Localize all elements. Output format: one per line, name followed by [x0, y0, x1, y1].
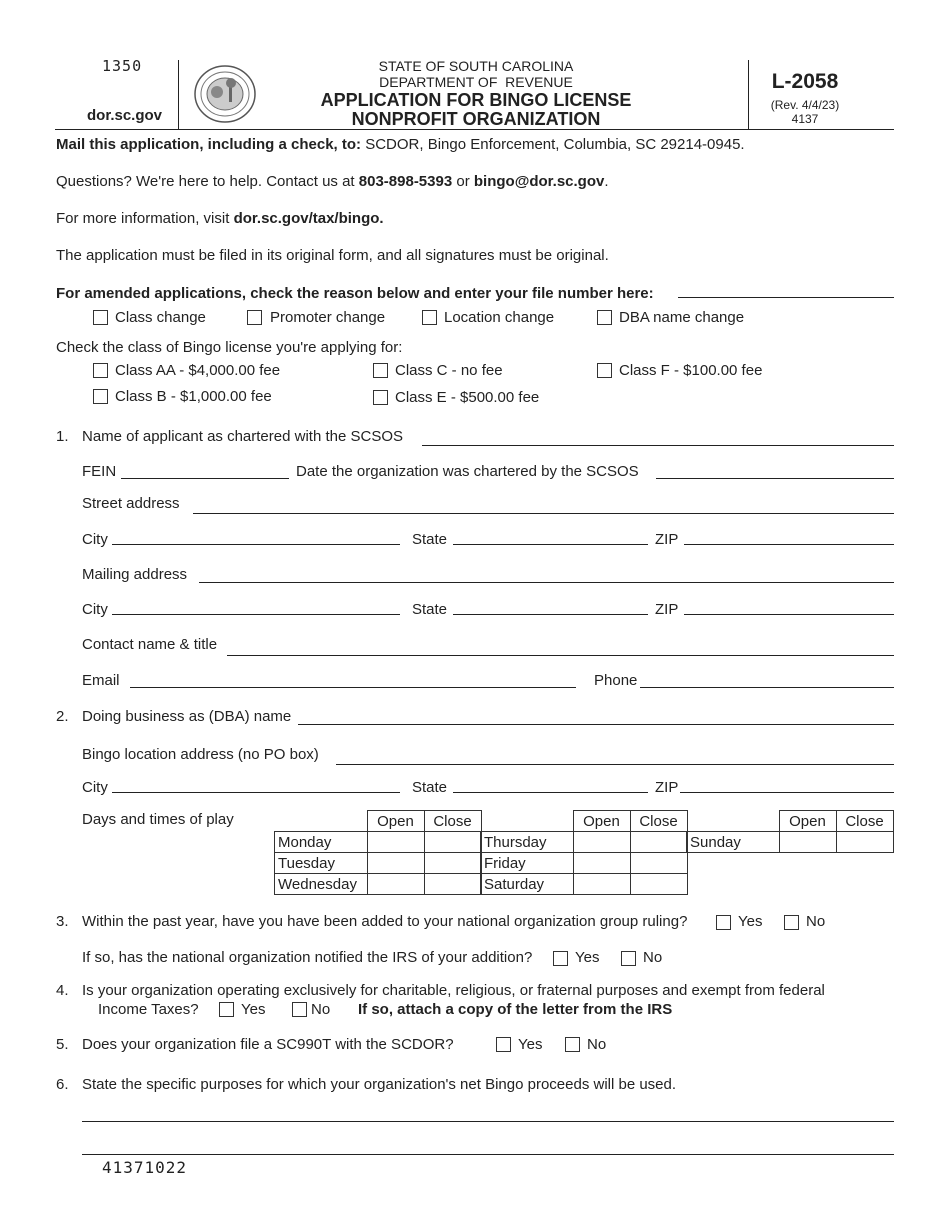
- exempt-question-line1: Is your organization operating exclusively for charitable, religious, or fraternal purposes and exempt from federal: [82, 982, 825, 999]
- location-city-field[interactable]: [112, 792, 400, 793]
- original-note: The application must be filed in its original form, and all signatures must be original.: [56, 247, 609, 264]
- section2-number: 2.: [56, 708, 69, 725]
- day-saturday: Saturday: [481, 874, 574, 895]
- phone-label: Phone: [594, 672, 638, 689]
- promoter-change-checkbox[interactable]: [247, 310, 262, 325]
- thursday-close-field[interactable]: [630, 832, 687, 853]
- day-friday: Friday: [481, 853, 574, 874]
- license-class-label: Check the class of Bingo license you're applying for:: [56, 339, 403, 356]
- class-e-label: Class E - $500.00 fee: [395, 389, 540, 406]
- email-field[interactable]: [130, 687, 576, 688]
- mailing-state-field[interactable]: [453, 614, 648, 615]
- form-number: L-2058: [771, 70, 839, 93]
- proceeds-purpose-field-2[interactable]: [82, 1154, 894, 1155]
- exempt-no-checkbox[interactable]: [292, 1002, 307, 1017]
- form-code-top: 1350: [102, 57, 143, 75]
- sunday-close-field[interactable]: [836, 832, 893, 853]
- mailing-zip-field[interactable]: [684, 614, 894, 615]
- header-divider-right: [748, 60, 749, 130]
- location-zip-label: ZIP: [655, 779, 679, 796]
- class-change-label: Class change: [115, 309, 206, 326]
- form-code: 4137: [791, 112, 819, 126]
- table-row: [275, 874, 482, 895]
- class-f-label: Class F - $100.00 fee: [619, 362, 763, 379]
- class-c-label: Class C - no fee: [395, 362, 503, 379]
- class-e-checkbox[interactable]: [373, 390, 388, 405]
- close-header: Close: [424, 811, 481, 832]
- friday-open-field[interactable]: [573, 853, 630, 874]
- dba-label: Doing business as (DBA) name: [82, 708, 292, 725]
- class-f-checkbox[interactable]: [597, 363, 612, 378]
- mailing-address-label: Mailing address: [82, 566, 188, 583]
- class-c-checkbox[interactable]: [373, 363, 388, 378]
- table-row: [687, 832, 894, 853]
- section5-number: 5.: [56, 1036, 69, 1053]
- state-field[interactable]: [453, 544, 648, 545]
- friday-close-field[interactable]: [630, 853, 687, 874]
- location-state-label: State: [412, 779, 448, 796]
- section1-number: 1.: [56, 428, 69, 445]
- group-ruling-yes-checkbox[interactable]: [716, 915, 731, 930]
- email-label: Email: [82, 672, 120, 689]
- days-times-label: Days and times of play: [82, 811, 234, 828]
- info-text: For more information, visit: [56, 210, 230, 227]
- department-name: DEPARTMENT OF REVENUE: [379, 74, 573, 90]
- info-link[interactable]: dor.sc.gov/tax/bingo.: [233, 210, 384, 227]
- form-title-line2: NONPROFIT ORGANIZATION: [351, 109, 601, 129]
- mail-label: Mail this application, including a check, to:: [56, 136, 362, 153]
- promoter-change-label: Promoter change: [270, 309, 386, 326]
- irs-notified-yes-checkbox[interactable]: [553, 951, 568, 966]
- open-header: Open: [367, 811, 424, 832]
- sunday-open-field[interactable]: [779, 832, 836, 853]
- applicant-name-field[interactable]: [422, 445, 894, 446]
- section3-number: 3.: [56, 913, 69, 930]
- zip-label: ZIP: [655, 531, 679, 548]
- exempt-yes-label: Yes: [241, 1001, 266, 1018]
- wednesday-close-field[interactable]: [424, 874, 481, 895]
- irs-letter-note: If so, attach a copy of the letter from the IRS: [358, 1001, 673, 1018]
- class-b-label: Class B - $1,000.00 fee: [115, 388, 272, 405]
- location-state-field[interactable]: [453, 792, 648, 793]
- days-table-3: [686, 810, 894, 853]
- days-table-1: [274, 810, 482, 895]
- proceeds-purpose-field-1[interactable]: [82, 1121, 894, 1122]
- day-tuesday: Tuesday: [275, 853, 368, 874]
- chartered-date-label: Date the organization was chartered by the SCSOS: [296, 463, 639, 480]
- irs-notified-question: If so, has the national organization notified the IRS of your addition?: [82, 949, 533, 966]
- sc990t-no-checkbox[interactable]: [565, 1037, 580, 1052]
- exempt-yes-checkbox[interactable]: [219, 1002, 234, 1017]
- form-revision: (Rev. 4/4/23): [770, 98, 840, 112]
- table-row: [275, 832, 482, 853]
- dba-field[interactable]: [298, 724, 894, 725]
- state-name: STATE OF SOUTH CAROLINA: [378, 58, 574, 74]
- street-address-label: Street address: [82, 495, 180, 512]
- sc990t-yes-checkbox[interactable]: [496, 1037, 511, 1052]
- exempt-question-line2: Income Taxes?: [98, 1001, 199, 1018]
- help-email: bingo@dor.sc.gov: [473, 173, 605, 190]
- tuesday-open-field[interactable]: [367, 853, 424, 874]
- city-label: City: [82, 531, 108, 548]
- chartered-date-field[interactable]: [656, 478, 894, 479]
- or-text: or: [456, 173, 470, 190]
- location-zip-field[interactable]: [680, 792, 894, 793]
- close-header: Close: [630, 811, 687, 832]
- website: dor.sc.gov: [87, 107, 163, 124]
- location-city-label: City: [82, 779, 108, 796]
- file-number-field[interactable]: [678, 297, 894, 298]
- section6-number: 6.: [56, 1076, 69, 1093]
- day-sunday: Sunday: [687, 832, 780, 853]
- city-field[interactable]: [112, 544, 400, 545]
- mailing-zip-label: ZIP: [655, 601, 679, 618]
- sc990t-yes-label: Yes: [518, 1036, 543, 1053]
- header-divider-left: [178, 60, 179, 130]
- group-ruling-question: Within the past year, have you have been added to your national organization group ruling?: [82, 913, 688, 930]
- mailing-state-label: State: [412, 601, 448, 618]
- monday-open-field[interactable]: [367, 832, 424, 853]
- class-aa-checkbox[interactable]: [93, 363, 108, 378]
- fein-label: FEIN: [82, 463, 117, 480]
- saturday-close-field[interactable]: [630, 874, 687, 895]
- open-header: Open: [779, 811, 836, 832]
- contact-field[interactable]: [227, 655, 894, 656]
- table-row: [275, 853, 482, 874]
- zip-field[interactable]: [684, 544, 894, 545]
- monday-close-field[interactable]: [424, 832, 481, 853]
- dba-change-checkbox[interactable]: [597, 310, 612, 325]
- group-ruling-yes-label: Yes: [738, 913, 763, 930]
- mailing-city-field[interactable]: [112, 614, 400, 615]
- open-header: Open: [573, 811, 630, 832]
- class-change-checkbox[interactable]: [93, 310, 108, 325]
- sc990t-question: Does your organization file a SC990T with the SCDOR?: [82, 1036, 454, 1053]
- state-label: State: [412, 531, 448, 548]
- saturday-open-field[interactable]: [573, 874, 630, 895]
- header-rule: [55, 129, 894, 130]
- days-table-2: [480, 810, 688, 895]
- exempt-no-label: No: [311, 1001, 331, 1018]
- contact-label: Contact name & title: [82, 636, 218, 653]
- thursday-open-field[interactable]: [573, 832, 630, 853]
- dba-change-label: DBA name change: [619, 309, 745, 326]
- location-change-checkbox[interactable]: [422, 310, 437, 325]
- applicant-name-label: Name of applicant as chartered with the SCSOS: [82, 428, 403, 445]
- irs-notified-yes-label: Yes: [575, 949, 600, 966]
- close-header: Close: [836, 811, 893, 832]
- street-address-field[interactable]: [193, 513, 894, 514]
- mailing-city-label: City: [82, 601, 108, 618]
- form-title-line1: APPLICATION FOR BINGO LICENSE: [320, 90, 632, 110]
- location-change-label: Location change: [444, 309, 555, 326]
- mail-address: SCDOR, Bingo Enforcement, Columbia, SC 29214-0945.: [365, 136, 745, 153]
- help-phone: 803-898-5393: [358, 173, 453, 190]
- state-seal: [193, 64, 257, 124]
- wednesday-open-field[interactable]: [367, 874, 424, 895]
- phone-field[interactable]: [640, 687, 894, 688]
- class-b-checkbox[interactable]: [93, 389, 108, 404]
- table-row: [481, 832, 688, 853]
- proceeds-purpose-question: State the specific purposes for which your organization's net Bingo proceeds will be used.: [82, 1076, 677, 1093]
- day-wednesday: Wednesday: [275, 874, 368, 895]
- irs-notified-no-checkbox[interactable]: [621, 951, 636, 966]
- group-ruling-no-label: No: [806, 913, 826, 930]
- table-row: [481, 874, 688, 895]
- table-row: [481, 853, 688, 874]
- class-aa-label: Class AA - $4,000.00 fee: [115, 362, 281, 379]
- mailing-address-field[interactable]: [199, 582, 894, 583]
- day-monday: Monday: [275, 832, 368, 853]
- irs-notified-no-label: No: [643, 949, 663, 966]
- group-ruling-no-checkbox[interactable]: [784, 915, 799, 930]
- section4-number: 4.: [56, 982, 69, 999]
- bingo-location-label: Bingo location address (no PO box): [82, 746, 319, 763]
- tuesday-close-field[interactable]: [424, 853, 481, 874]
- barcode-text: 41371022: [102, 1158, 188, 1177]
- day-thursday: Thursday: [481, 832, 574, 853]
- amended-label: For amended applications, check the reason below and enter your file number here:: [56, 285, 654, 302]
- fein-field[interactable]: [121, 478, 289, 479]
- sc990t-no-label: No: [587, 1036, 607, 1053]
- bingo-location-field[interactable]: [336, 764, 894, 765]
- period: .: [604, 173, 609, 190]
- questions-text: Questions? We're here to help. Contact us at: [56, 173, 355, 190]
